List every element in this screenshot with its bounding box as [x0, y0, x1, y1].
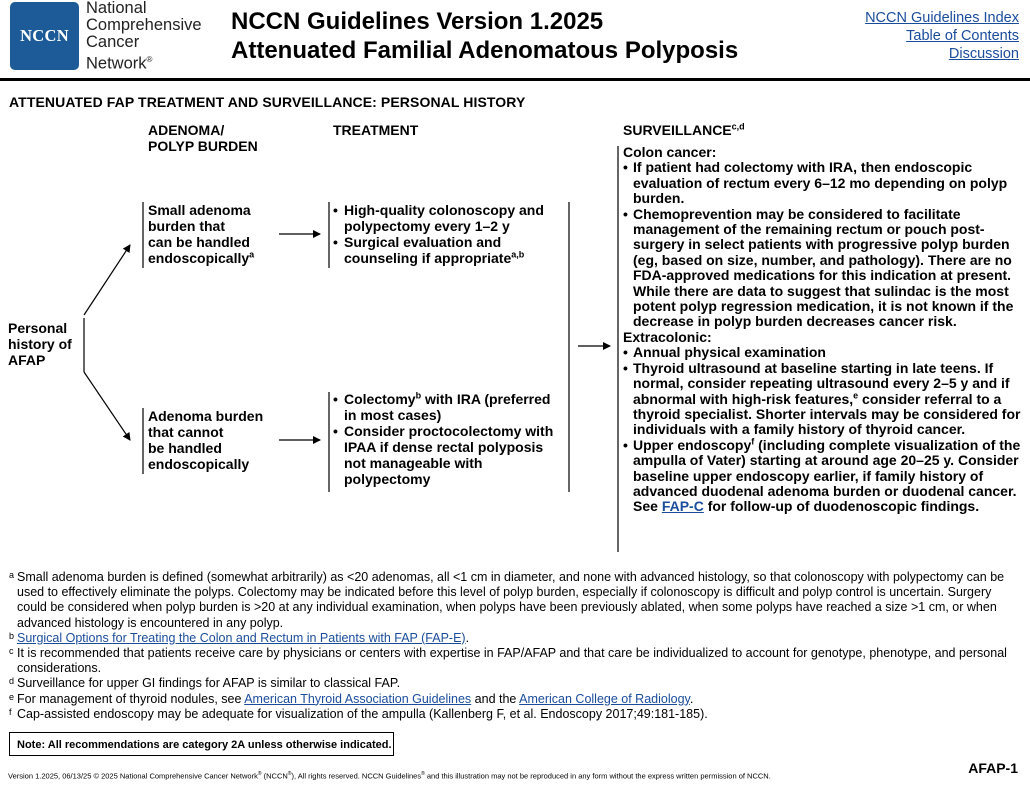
node-line: history of: [8, 336, 72, 352]
extracolonic-bullet-endoscopy: • Upper endoscopy$^f$ (including complete visualization of the ampulla of Vater) starting at around age 20–25 y. Consider baseline upper endoscopy earlier, if family history of advanced duodenal adenoma burden or duodenal cancer. See FAP-C for follow-up of duodenoscopic findings.: [623, 438, 1023, 515]
footnote-f: f Cap-assisted endoscopy may be adequate for visualization of the ampulla (Kallenberg F, et al. Endoscopy 2017;49:181-185).: [9, 706, 708, 721]
large-burden-treatment: [333, 391, 553, 487]
large-burden-node: [148, 408, 263, 472]
treatment-bullet: • Consider proctocolectomy with IPAA if dense rectal polyposis not manageable with polypectomy: [333, 423, 553, 487]
thyroid-association-link[interactable]: American Thyroid Association Guidelines: [244, 691, 472, 706]
heading-line: ADENOMA/: [148, 122, 225, 138]
node-line: that cannot: [148, 424, 224, 440]
footnote-c: c It is recommended that patients receive care by physicians or centers with expertise in FAP/AFAP and that care be individualized to account for genotype, phenotype, and personal considerations.: [9, 646, 1007, 676]
node-line: be handled: [148, 440, 222, 456]
node-line: endoscopically$^a$: [148, 249, 255, 266]
nccn-logo: NCCN: [10, 2, 79, 70]
org-name-line: National: [86, 0, 147, 17]
treatment-bullet: • High-quality colonoscopy and polypectomy every 1–2 y: [333, 202, 544, 234]
arrow-to-small-burden: [84, 245, 130, 315]
small-burden-node: [148, 202, 254, 266]
node-line: AFAP: [8, 352, 46, 368]
footnote-d: d Surveillance for upper GI findings for AFAP is similar to classical FAP.: [9, 676, 401, 691]
node-line: Small adenoma: [148, 202, 251, 218]
treatment-column-heading: TREATMENT: [333, 122, 419, 138]
page-id: AFAP-1: [968, 760, 1018, 776]
section-title: ATTENUATED FAP TREATMENT AND SURVEILLANCE: PERSONAL HISTORY: [9, 94, 526, 110]
node-line: Adenoma burden: [148, 408, 264, 424]
footnote-a: a Small adenoma burden is defined (somewhat arbitrarily) as <20 adenomas, all <1 cm in diameter, and none with advanced histology, so that colonoscopy with polypectomy can be used to effectively eliminate the polyps. Colectomy may be indicated before this level of polyp burden, especially if colonoscopy is difficult and polyp control is uncertain. Surgery could be considered when polyp burden is >20 at any individual examination, when polyps have been previously ablated, when some polyps have reached a size >1 cm, or when advanced histology is encountered in any polyp.: [9, 570, 1005, 630]
copyright-line: Version 1.2025, 06/13/25 © 2025 National Comprehensive Cancer Network® (NCCN®), All rights reserved. NCCN Guidelines® and this illustration may not be reproduced in any form without the express written permission of NCCN.: [8, 771, 771, 781]
treatment-bullet: • Surgical evaluation and counseling if appropriate$^{a,b}$: [333, 234, 544, 266]
extracolonic-bullet-exam: • Annual physical examination: [623, 345, 1023, 360]
college-of-radiology-link[interactable]: American College of Radiology: [519, 691, 690, 706]
arrow-to-large-burden: [84, 372, 130, 440]
surveillance-content: [623, 145, 1023, 515]
org-name-line: Cancer: [86, 33, 140, 51]
personal-history-node: [8, 320, 72, 368]
treatment-bullet: • Colectomy$^b$ with IRA (preferred in most cases): [333, 391, 553, 423]
title-line-2: Attenuated Familial Adenomatous Polyposis: [231, 37, 739, 64]
footnotes: [9, 570, 1024, 722]
extracolonic-heading: Extracolonic:: [623, 328, 712, 345]
surgical-options-link[interactable]: Surgical Options for Treating the Colon and Rectum in Patients with FAP (FAP-E): [17, 630, 466, 645]
node-line: can be handled: [148, 234, 250, 250]
footnote-b: b Surgical Options for Treating the Colon and Rectum in Patients with FAP (FAP-E).: [9, 630, 470, 645]
org-name-line: Network®: [86, 54, 153, 73]
surveillance-column-heading: SURVEILLANCE$^{c,d}$: [623, 121, 745, 138]
node-line: Personal: [8, 320, 68, 336]
heading-line: POLYP BURDEN: [148, 138, 258, 154]
footnote-e: e For management of thyroid nodules, see American Thyroid Association Guidelines and the American College of Radiology.: [9, 691, 694, 706]
colon-bullet-chemoprevention: • Chemoprevention may be considered to facilitate management of the remaining rectum or pouch post-surgery in select patients with progressive polyp burden (eg, based on size, number, and pathology). There are no FDA-approved medications for this indication at present. While there are data to suggest that sulindac is the most potent polyp regression medication, it is not known if the decrease in polyp burden decreases cancer risk.: [623, 207, 1023, 330]
node-line: endoscopically: [148, 456, 250, 472]
small-burden-treatment: [333, 202, 544, 266]
table-of-contents-link[interactable]: Table of Contents: [906, 28, 1019, 44]
title-line-1: NCCN Guidelines Version 1.2025: [231, 8, 604, 35]
extracolonic-bullet-thyroid: • Thyroid ultrasound at baseline starting in late teens. If normal, consider repeating ultrasound every 2–5 y and if abnormal with high-risk features,$^e$ consider referral to a thyroid specialist. Shorter intervals may be considered for individuals with a family history of thyroid cancer.: [623, 361, 1023, 438]
guidelines-index-link[interactable]: NCCN Guidelines Index: [865, 10, 1019, 26]
colon-bullet-ira: • If patient had colectomy with IRA, then endoscopic evaluation of rectum every 6–12 mo depending on polyp burden.: [623, 160, 1023, 206]
colon-cancer-heading: Colon cancer:: [623, 144, 717, 160]
discussion-link[interactable]: Discussion: [948, 46, 1019, 62]
fap-c-link[interactable]: FAP-C: [661, 498, 704, 515]
category-note: Note: All recommendations are category 2A unless otherwise indicated.: [9, 732, 394, 756]
node-line: burden that: [148, 218, 225, 234]
org-name-line: Comprehensive: [86, 16, 202, 34]
